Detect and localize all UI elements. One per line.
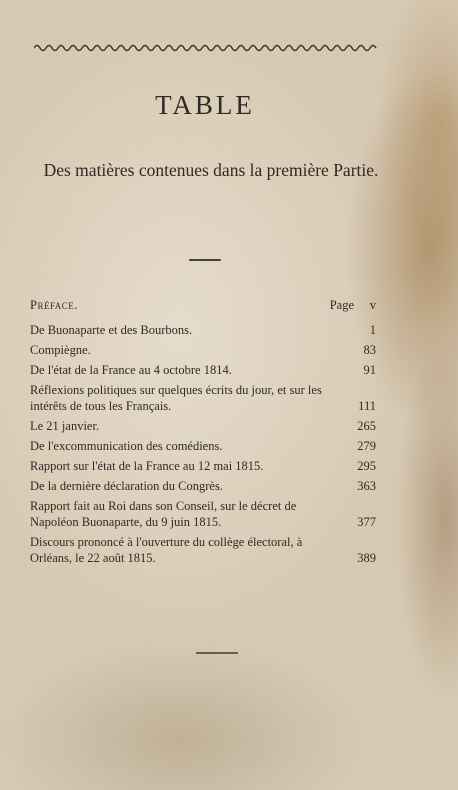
- entry-title: De Buonaparte et des Bourbons.: [30, 323, 193, 337]
- page-column-label: Page: [329, 298, 354, 312]
- contents-entry: [30, 362, 376, 378]
- entry-page: 1: [369, 323, 376, 337]
- decorative-top-border: [34, 38, 378, 56]
- entry-title: Rapport sur l'état de la France au 12 mai 1815.: [30, 459, 264, 473]
- entry-page: 265: [357, 419, 376, 433]
- page-subtitle: Des matières contenues dans la première Partie.: [43, 160, 379, 180]
- entry-title: De la dernière déclaration du Congrès.: [30, 479, 223, 493]
- entry-page: 111: [358, 399, 376, 413]
- contents-entry: [30, 458, 376, 474]
- entry-page: 279: [357, 439, 376, 453]
- entry-page: 83: [363, 343, 376, 357]
- contents-entry: [30, 342, 376, 358]
- closing-divider: [196, 652, 238, 654]
- entry-title: Discours prononcé à l'ouverture du collège électoral, à Orléans, le 22 août 1815.: [30, 535, 303, 565]
- contents-list: [30, 322, 376, 570]
- title-divider: [189, 259, 221, 261]
- contents-entry: [30, 534, 376, 566]
- entry-title: Réflexions politiques sur quelques écrits du jour, et sur les intérêts de tous les Français.: [30, 383, 322, 413]
- preface-entry: Préface.: [30, 298, 78, 312]
- contents-entry: [30, 322, 376, 338]
- contents-entry: [30, 498, 376, 530]
- entry-title: Le 21 janvier.: [30, 419, 100, 433]
- preface-page-number: v: [369, 298, 376, 312]
- entry-page: 389: [357, 551, 376, 565]
- contents-entry: [30, 438, 376, 454]
- contents-entry: [30, 478, 376, 494]
- entry-title: Rapport fait au Roi dans son Conseil, sur le décret de Napoléon Buonaparte, du 9 juin 1815.: [30, 499, 297, 529]
- entry-page: 363: [357, 479, 376, 493]
- entry-title: Compiègne.: [30, 343, 91, 357]
- entry-title: De l'excommunication des comédiens.: [30, 439, 223, 453]
- entry-title: De l'état de la France au 4 octobre 1814.: [30, 363, 232, 377]
- contents-entry: [30, 418, 376, 434]
- page-title: TABLE: [155, 90, 255, 120]
- entry-page: 295: [357, 459, 376, 473]
- entry-page: 91: [363, 363, 376, 377]
- entry-page: 377: [357, 515, 376, 529]
- contents-entry: [30, 382, 376, 414]
